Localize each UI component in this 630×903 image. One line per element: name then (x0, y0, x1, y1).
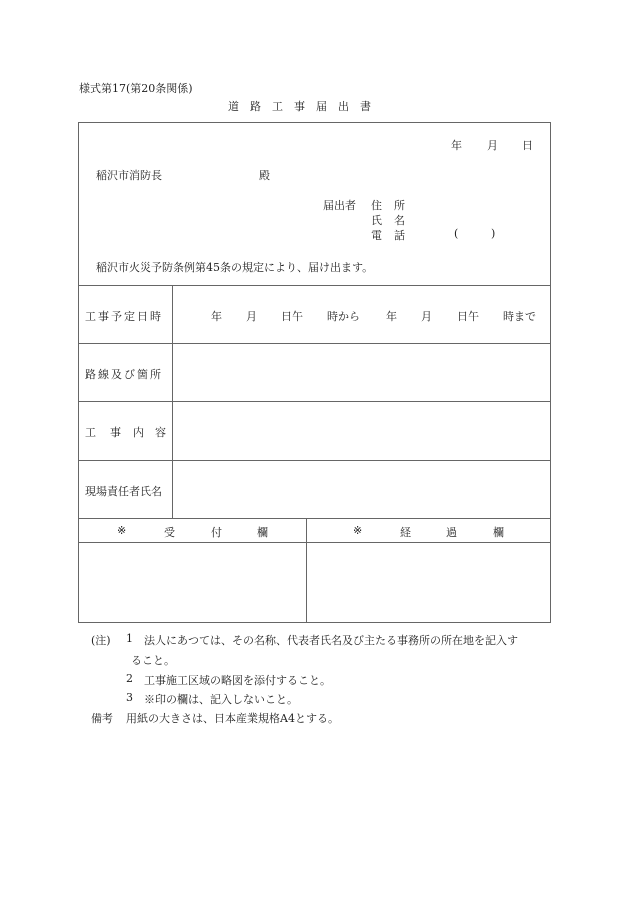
schedule-unit: 月 (421, 310, 432, 323)
route-field[interactable] (173, 344, 550, 400)
note-number: 3 (126, 691, 133, 704)
work-label-3: 内 (133, 426, 144, 439)
note-number: 2 (126, 672, 133, 685)
schedule-unit: 日午 (457, 310, 479, 323)
address-label-2: 所 (394, 199, 405, 212)
reception-char: 付 (211, 526, 222, 539)
title-char: 出 (338, 100, 349, 113)
document-title (228, 98, 382, 114)
work-label-4: 容 (155, 426, 166, 439)
notes-prefix: (注) (91, 634, 111, 647)
remarks-label: 備考 (91, 712, 113, 725)
supervisor-label: 現場責任者氏名 (85, 485, 162, 498)
note-text: 工事施工区域の略図を添付すること。 (144, 674, 331, 687)
date-day: 日 (522, 139, 533, 152)
schedule-unit: 年 (211, 310, 222, 323)
address-label-1: 住 (371, 199, 382, 212)
progress-char: 過 (446, 526, 457, 539)
schedule-unit: 年 (386, 310, 397, 323)
title-char: 事 (294, 100, 305, 113)
form-number: 様式第17(第20条関係) (79, 82, 193, 95)
schedule-unit: 時から (327, 310, 360, 323)
note-text: 法人にあつては、その名称、代表者氏名及び主たる事務所の所在地を記入す (144, 634, 518, 647)
phone-paren-open: ( (454, 227, 459, 240)
title-char: 路 (250, 100, 261, 113)
phone-label-2: 話 (394, 229, 405, 242)
schedule-unit: 月 (246, 310, 257, 323)
applicant-label: 届出者 (323, 199, 356, 212)
date-month: 月 (487, 139, 498, 152)
title-char: 書 (360, 100, 371, 113)
addressee: 稲沢市消防長 (96, 169, 162, 182)
supervisor-field[interactable] (173, 461, 550, 517)
progress-mark: ※ (353, 524, 363, 537)
title-char: 道 (228, 100, 239, 113)
divider (78, 518, 551, 519)
reception-char: 受 (164, 526, 175, 539)
schedule-label: 工事予定日時 (85, 310, 163, 323)
date-year: 年 (451, 139, 462, 152)
progress-char: 経 (400, 526, 411, 539)
phone-paren-close: ) (491, 227, 496, 240)
progress-char: 欄 (493, 526, 504, 539)
remarks-text: 用紙の大きさは、日本産業規格A4とする。 (126, 712, 339, 725)
title-char: 届 (316, 100, 327, 113)
reception-char: 欄 (257, 526, 268, 539)
title-char: 工 (272, 100, 283, 113)
work-label-2: 事 (110, 426, 121, 439)
note-number: 1 (126, 632, 133, 645)
note-text-cont: ること。 (131, 654, 175, 667)
declaration: 稲沢市火災予防条例第45条の規定により、届け出ます。 (96, 261, 374, 274)
schedule-unit: 日午 (281, 310, 303, 323)
work-field[interactable] (173, 402, 550, 459)
schedule-unit: 時まで (503, 310, 536, 323)
note-text: ※印の欄は、記入しないこと。 (144, 693, 298, 706)
divider (78, 542, 551, 543)
work-label-1: 工 (85, 426, 96, 439)
reception-mark: ※ (117, 524, 127, 537)
column-divider (306, 518, 307, 623)
name-label-1: 氏 (371, 214, 382, 227)
honorific: 殿 (259, 169, 270, 182)
route-label: 路線及び箇所 (85, 368, 163, 381)
phone-label-1: 電 (371, 229, 382, 242)
name-label-2: 名 (394, 214, 405, 227)
divider (78, 285, 551, 286)
